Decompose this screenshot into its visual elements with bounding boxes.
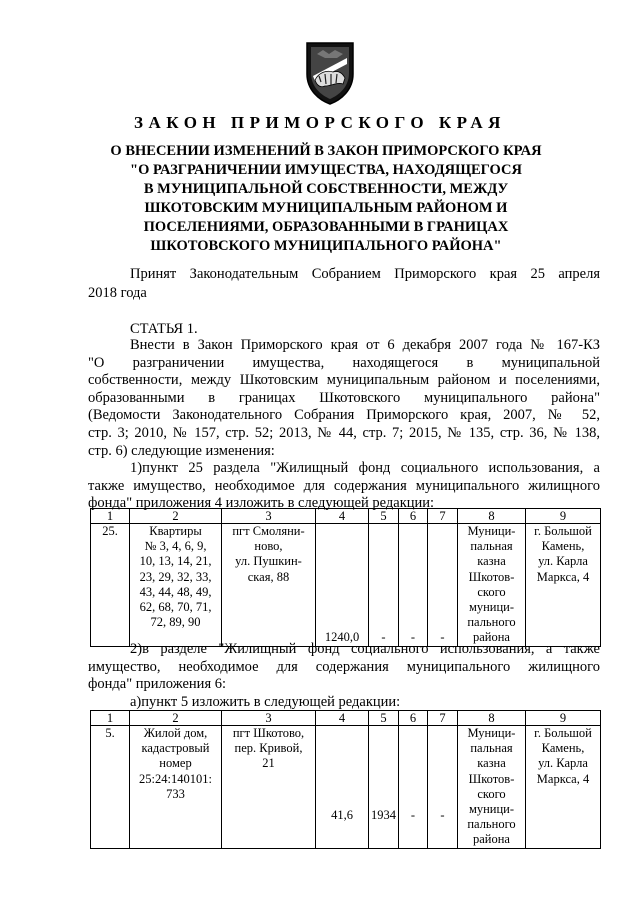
- property-table-1: [90, 508, 601, 647]
- adoption-line: Принят Законодательным Собранием Приморского края 25 апреля: [130, 266, 600, 282]
- property-location: г. Большой Камень, ул. Карла Маркса, 4: [526, 726, 601, 849]
- article-line: "О разграничении имущества, находящегося в муниципальной: [88, 354, 600, 371]
- column-number: 8: [458, 711, 526, 726]
- item1-line: фонда" приложения 4 изложить в следующей редакции:: [88, 495, 435, 512]
- adoption-note: [88, 265, 600, 303]
- column-number: 2: [130, 509, 222, 524]
- column-number: 8: [458, 509, 526, 524]
- item2-line: 2)в разделе "Жилищный фонд социального использования, а также: [130, 641, 600, 657]
- property-year: -: [369, 524, 399, 647]
- column-number: 7: [428, 509, 458, 524]
- column-number: 9: [526, 711, 601, 726]
- article-line: (Ведомости Законодательного Собрания Приморского края, 2007, № 52,: [88, 407, 600, 424]
- property-area: 41,6: [316, 726, 369, 849]
- column-number: 6: [399, 711, 428, 726]
- property-location: г. Большой Камень, ул. Карла Маркса, 4: [526, 524, 601, 647]
- property-address: пгт Шкотово, пер. Кривой, 21: [222, 726, 316, 849]
- article-line: стр. 6) следующие изменения:: [88, 442, 275, 459]
- property-owner: Муници- пальная казна Шкотов- ского муници- пального района: [458, 726, 526, 849]
- property-col6: -: [399, 524, 428, 647]
- item-number: 5.: [91, 726, 130, 849]
- table-header-row: [91, 711, 601, 726]
- column-number: 3: [222, 711, 316, 726]
- subtitle-line: ШКОТОВСКОГО МУНИЦИПАЛЬНОГО РАЙОНА": [150, 238, 502, 254]
- table-row: [91, 524, 601, 647]
- column-number: 5: [369, 711, 399, 726]
- column-number: 5: [369, 509, 399, 524]
- column-number: 4: [316, 711, 369, 726]
- item1-line: 1)пункт 25 раздела "Жилищный фонд социального использования, а: [130, 460, 600, 477]
- law-title: ЗАКОН ПРИМОРСКОГО КРАЯ: [134, 113, 506, 132]
- subtitle-line: О ВНЕСЕНИИ ИЗМЕНЕНИЙ В ЗАКОН ПРИМОРСКОГО КРАЯ: [110, 143, 542, 159]
- article-heading: СТАТЬЯ 1.: [130, 321, 198, 337]
- subtitle-line: ШКОТОВСКИМ МУНИЦИПАЛЬНЫМ РАЙОНОМ И: [144, 200, 508, 216]
- property-col7: -: [428, 524, 458, 647]
- item2a-line: а)пункт 5 изложить в следующей редакции:: [130, 693, 401, 710]
- item-number: 25.: [91, 524, 130, 647]
- column-number: 9: [526, 509, 601, 524]
- article-line: Внести в Закон Приморского края от 6 декабря 2007 года № 167-КЗ: [130, 337, 600, 353]
- column-number: 4: [316, 509, 369, 524]
- property-col7: -: [428, 726, 458, 849]
- law-subtitle: [100, 142, 552, 256]
- property-name: Квартиры № 3, 4, 6, 9, 10, 13, 14, 21, 23, 29, 32, 33, 43, 44, 48, 49, 62, 68, 70, 71, 72, 89, 90: [130, 524, 222, 647]
- table-header-row: [91, 509, 601, 524]
- article-line: образованными в границах Шкотовского муниципального района": [88, 389, 600, 406]
- table-row: [91, 726, 601, 849]
- item2-line: фонда" приложения 6:: [88, 676, 227, 693]
- property-owner: Муници- пальная казна Шкотов- ского муници- пального района: [458, 524, 526, 647]
- article-line: стр. 3; 2010, № 157, стр. 52; 2013, № 44, стр. 7; 2015, № 135, стр. 36, № 138,: [88, 424, 600, 441]
- column-number: 1: [91, 509, 130, 524]
- property-col6: -: [399, 726, 428, 849]
- subtitle-line: ПОСЕЛЕНИЯМИ, ОБРАЗОВАННЫМИ В ГРАНИЦАХ: [143, 219, 509, 235]
- column-number: 3: [222, 509, 316, 524]
- property-area: 1240,0: [316, 524, 369, 647]
- property-year: 1934: [369, 726, 399, 849]
- column-number: 2: [130, 711, 222, 726]
- coat-of-arms-emblem: [303, 40, 357, 106]
- article-body: [88, 337, 600, 513]
- item1-line: также имущество, необходимое для содержания муниципального жилищного: [88, 477, 600, 494]
- property-address: пгт Смоляни- ново, ул. Пушкин- ская, 88: [222, 524, 316, 647]
- subtitle-line: "О РАЗГРАНИЧЕНИИ ИМУЩЕСТВА, НАХОДЯЩЕГОСЯ: [130, 162, 522, 178]
- item2-text: [88, 641, 600, 711]
- item2-line: имущество, необходимое для содержания муниципального жилищного: [88, 658, 600, 675]
- property-name: Жилой дом, кадастровый номер 25:24:140101: 733: [130, 726, 222, 849]
- article-line: собственности, между Шкотовским муниципальным районом и поселениями,: [88, 372, 600, 389]
- column-number: 6: [399, 509, 428, 524]
- property-table-2: [90, 710, 601, 849]
- column-number: 7: [428, 711, 458, 726]
- adoption-year: 2018 года: [88, 285, 147, 301]
- subtitle-line: В МУНИЦИПАЛЬНОЙ СОБСТВЕННОСТИ, МЕЖДУ: [143, 181, 509, 197]
- column-number: 1: [91, 711, 130, 726]
